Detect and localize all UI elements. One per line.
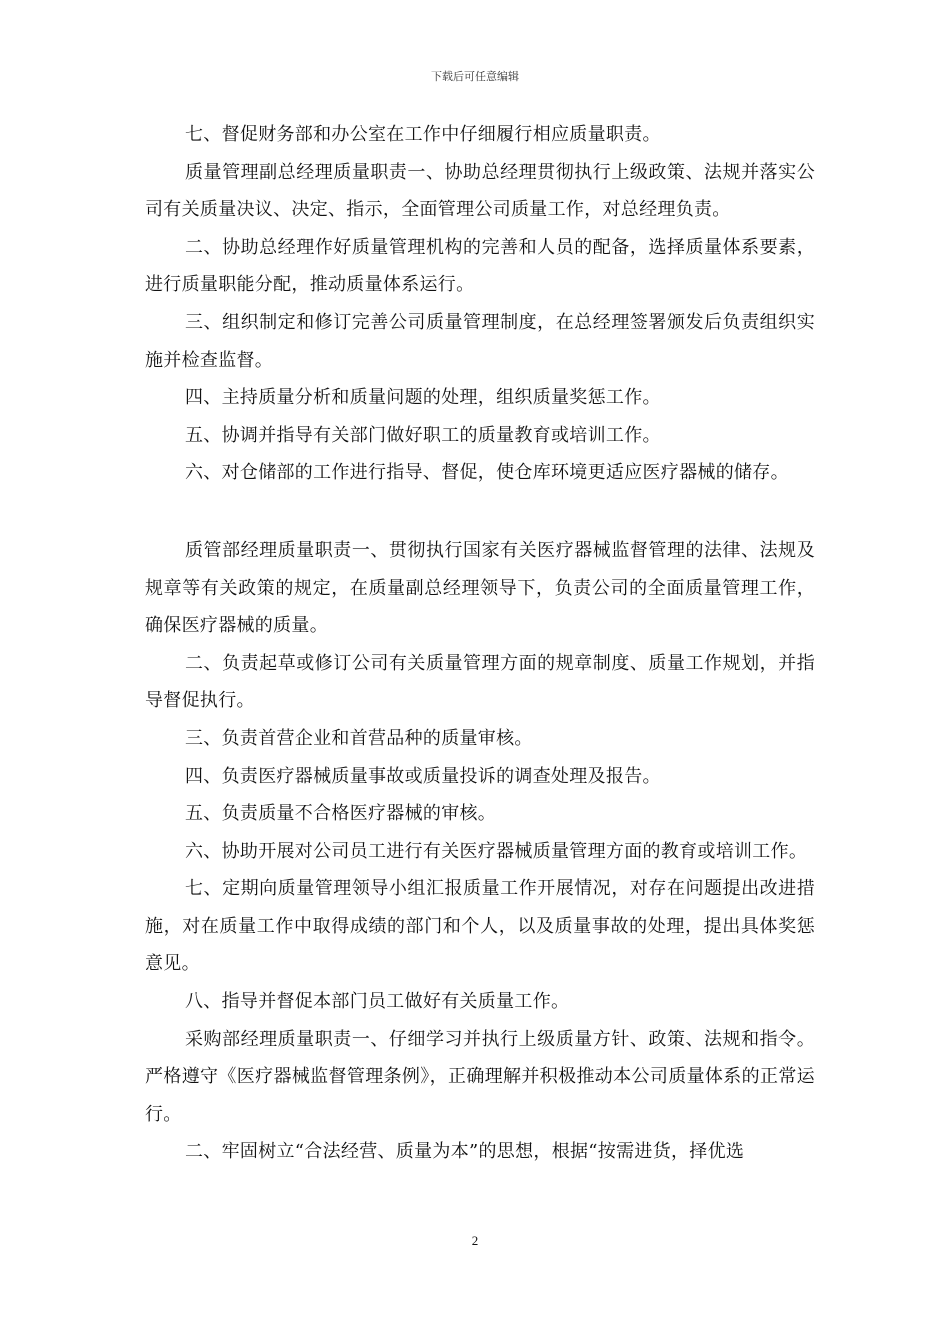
document-body: [145, 116, 815, 1171]
paragraph: 四、负责医疗器械质量事故或质量投诉的调查处理及报告。: [185, 765, 661, 787]
paragraph: 四、主持质量分析和质量问题的处理，组织质量奖惩工作。: [185, 387, 661, 409]
paragraph: 三、负责首营企业和首营品种的质量审核。: [185, 727, 533, 749]
paragraph: 七、督促财务部和办公室在工作中仔细履行相应质量职责。: [185, 124, 661, 145]
paragraph: 三、组织制定和修订完善公司质量管理制度，在总经理签署颁发后负责组织实施并检查监督。: [145, 311, 815, 371]
paragraph: 七、定期向质量管理领导小组汇报质量工作开展情况，对存在问题提出改进措施，对在质量工作中取得成绩的部门和个人，以及质量事故的处理，提出具体奖惩意见。: [145, 878, 815, 975]
paragraph: 质量管理副总经理质量职责一、协助总经理贯彻执行上级政策、法规并落实公司有关质量决议、决定、指示，全面管理公司质量工作，对总经理负责。: [145, 161, 815, 221]
paragraph: 六、对仓储部的工作进行指导、督促，使仓库环境更适应医疗器械的储存。: [185, 462, 789, 484]
paragraph: 六、协助开展对公司员工进行有关医疗器械质量管理方面的教育或培训工作。: [185, 840, 808, 862]
paragraph: 质管部经理质量职责一、贯彻执行国家有关医疗器械监督管理的法律、法规及规章等有关政策的规定，在质量副总经理领导下，负责公司的全面质量管理工作，确保医疗器械的质量。: [145, 539, 815, 637]
paragraph: 二、协助总经理作好质量管理机构的完善和人员的配备，选择质量体系要素，进行质量职能分配，推动质量体系运行。: [145, 236, 815, 296]
paragraph: 二、负责起草或修订公司有关质量管理方面的规章制度、质量工作规划，并指导督促执行。: [145, 652, 815, 712]
paragraph: 二、牢固树立“合法经营、质量为本”的思想，根据“按需进货，择优选: [185, 1141, 745, 1163]
paragraph: 采购部经理质量职责一、仔细学习并执行上级质量方针、政策、法规和指令。严格遵守《医疗器械监督管理条例》，正确理解并积极推动本公司质量体系的正常运行。: [145, 1028, 815, 1125]
page-number: 2: [471, 1233, 479, 1248]
page-header: 下载后可任意编辑: [431, 70, 519, 83]
paragraph: 八、指导并督促本部门员工做好有关质量工作。: [185, 991, 570, 1013]
paragraph: 五、协调并指导有关部门做好职工的质量教育或培训工作。: [185, 424, 661, 446]
paragraph: 五、负责质量不合格医疗器械的审核。: [185, 803, 497, 825]
section-gap: [145, 492, 815, 532]
